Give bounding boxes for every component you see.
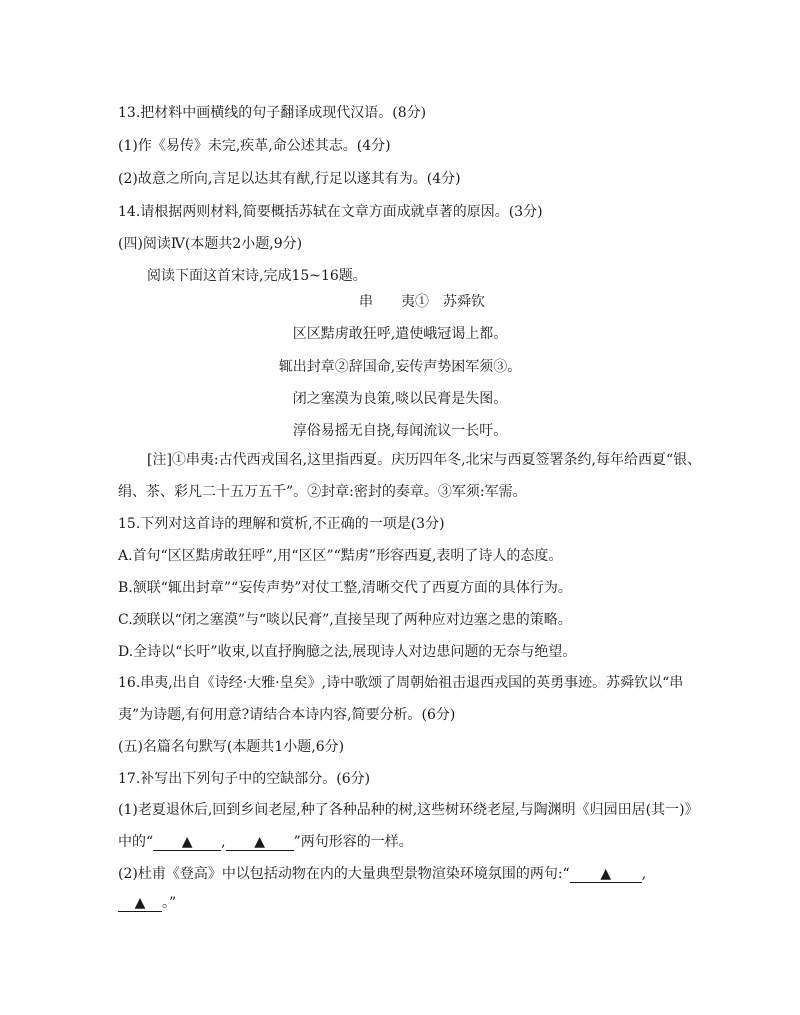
q17-stem: 17.补写出下列句子中的空缺部分。(6分) — [118, 771, 371, 787]
blank-triangle-icon: ▲ — [254, 834, 266, 850]
q14-stem: 14.请根据两则材料,简要概括苏轼在文章方面成就卓著的原因。(3分) — [118, 204, 543, 220]
q17-part2-line-2 — [118, 893, 176, 913]
q13-sub2: (2)故意之所向,言足以达其有猷,行足以遂其有为。(4分) — [118, 171, 461, 187]
q16-line-2: 夷”为诗题,有何用意?请结合本诗内容,简要分析。(6分) — [118, 707, 456, 723]
poem-line-3: 闭之塞漠为良策,啖以民膏是失图。 — [292, 391, 508, 407]
q17-part2-text: (2)杜甫《登高》中以包括动物在内的大量典型景物渲染环境氛围的两句:“ — [118, 866, 570, 882]
blank-triangle-icon: ▲ — [181, 834, 193, 850]
answer-blank[interactable] — [118, 895, 162, 912]
answer-blank[interactable] — [226, 834, 294, 851]
q15-stem: 15.下列对这首诗的理解和赏析,不正确的一项是(3分) — [118, 516, 445, 532]
answer-blank[interactable] — [570, 866, 642, 883]
q17-part2-line-1 — [118, 864, 646, 884]
q15-option-d: D.全诗以“长吁”收束,以直抒胸臆之法,展现诗人对边患问题的无奈与绝望。 — [118, 644, 577, 660]
answer-blank[interactable] — [153, 834, 221, 851]
q15-option-c: C.颈联以“闭之塞漠”与“啖以民膏”,直接呈现了两种应对边塞之患的策略。 — [118, 612, 572, 628]
q17-part1-prefix: 中的“ — [118, 834, 154, 850]
poem-notes-line-1: [注]①串夷:古代西戎国名,这里指西夏。庆历四年冬,北宋与西夏签署条约,每年给西夏“银、 — [147, 452, 702, 468]
blank-triangle-icon: ▲ — [600, 866, 612, 882]
poem-line-4: 淳俗易摇无自挠,每闻流议一长吁。 — [292, 423, 508, 439]
q15-option-b: B.颔联“辄出封章”“妄传声势”对仗工整,清晰交代了西夏方面的具体行为。 — [118, 580, 572, 596]
q17-part2-comma: , — [641, 866, 647, 882]
poem-line-1: 区区黠虏敢狂呼,遣使峨冠谒上都。 — [292, 326, 508, 342]
section4-intro: 阅读下面这首宋诗,完成15~16题。 — [147, 268, 367, 284]
q15-option-a: A.首句“区区黠虏敢狂呼”,用“区区”“黠虏”形容西夏,表明了诗人的态度。 — [118, 548, 563, 564]
blank-triangle-icon: ▲ — [134, 895, 146, 911]
poem-line-2: 辄出封章②辞国命,妄传声势困军须③。 — [278, 359, 522, 375]
q17-part1-suffix: ”两句形容的一样。 — [293, 834, 413, 850]
q13-sub1: (1)作《易传》未完,疾革,命公述其志。(4分) — [118, 138, 391, 154]
q16-line-1: 16.串夷,出自《诗经·大雅·皇矣》,诗中歌颂了周朝始祖击退西戎国的英勇事迹。苏舜钦以“串 — [118, 675, 684, 691]
q13-stem: 13.把材料中画横线的句子翻译成现代汉语。(8分) — [118, 105, 427, 121]
section4-heading: (四)阅读Ⅳ(本题共2小题,9分) — [118, 236, 303, 252]
poem-notes-line-2: 绢、茶、彩凡二十五万五千”。②封章:密封的奏章。③军须:军需。 — [118, 484, 527, 500]
q17-part1-separator: , — [221, 834, 226, 850]
q17-part2-end: 。” — [162, 895, 177, 911]
section5-heading: (五)名篇名句默写(本题共1小题,6分) — [118, 739, 345, 755]
poem-title: 串 夷① 苏舜钦 — [359, 294, 485, 310]
q17-part1-line-1: (1)老夏退休后,回到乡间老屋,种了各种品种的树,这些树环绕老屋,与陶渊明《归园田居(其一)》 — [118, 802, 699, 818]
q17-part1-line-2 — [118, 832, 413, 852]
